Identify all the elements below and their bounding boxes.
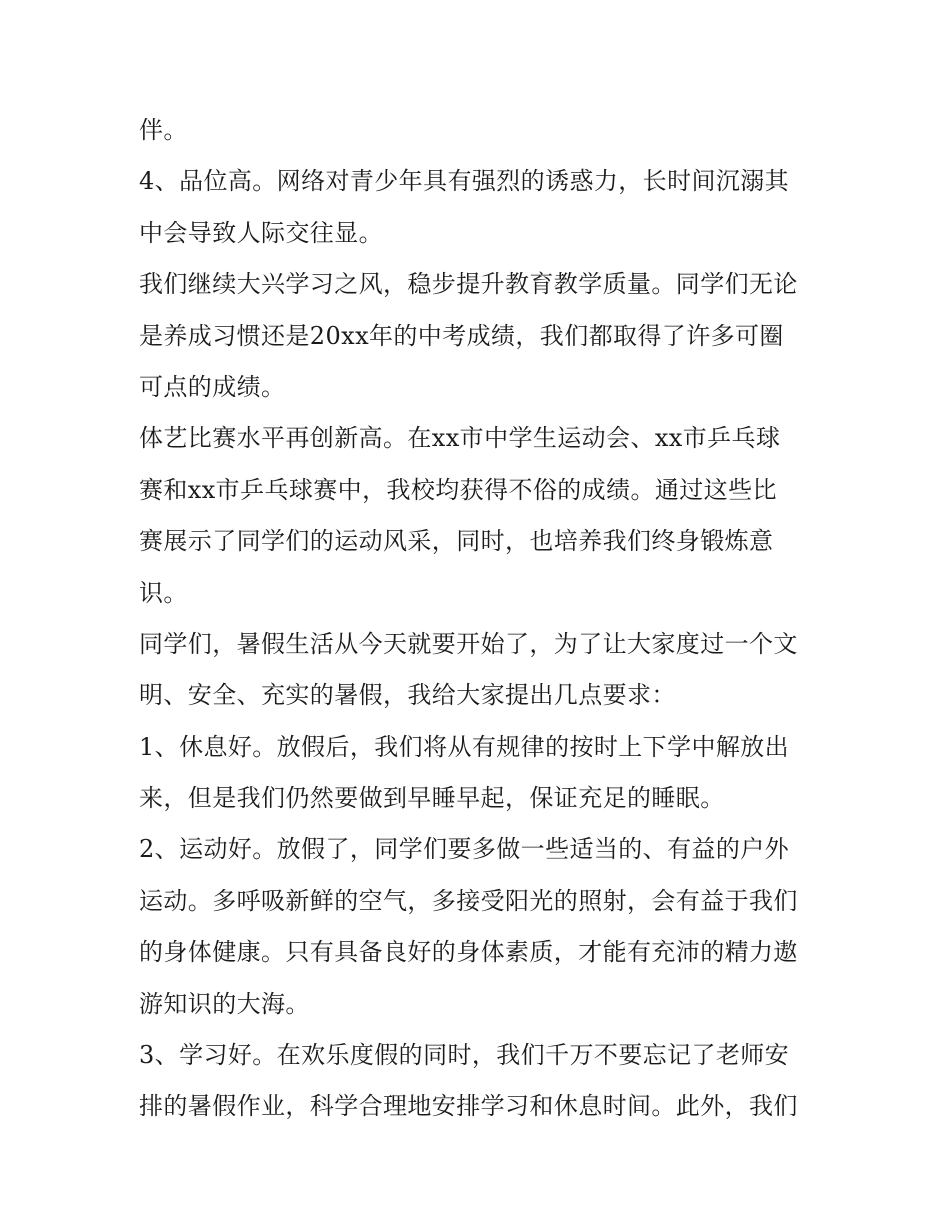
text-line: 赛和xx市乒乓球赛中，我校均获得不俗的成绩。通过这些比 (139, 475, 777, 504)
text-line: 中会导致人际交往显。 (139, 218, 383, 247)
text-line: 运动。多呼吸新鲜的空气，多接受阳光的照射，会有益于我们 (139, 886, 798, 915)
text-line: 伴。 (139, 116, 188, 144)
text-line: 体艺比赛水平再创新高。在xx市中学生运动会、xx市乒乓球 (139, 424, 781, 453)
text-line: 明、安全、充实的暑假，我给大家提出几点要求： (139, 681, 676, 710)
text-line: 是养成习惯还是20xx年的中考成绩，我们都取得了许多可圈 (139, 321, 784, 350)
text-line: 1、休息好。放假后，我们将从有规律的按时上下学中解放出 (139, 732, 790, 761)
text-line: 游知识的大海。 (139, 989, 310, 1018)
text-line: 识。 (139, 578, 188, 607)
text-line: 同学们，暑假生活从今天就要开始了，为了让大家度过一个文 (139, 629, 798, 658)
text-line: 可点的成绩。 (139, 372, 286, 401)
text-line: 4、品位高。网络对青少年具有强烈的诱惑力，长时间沉溺其 (139, 167, 790, 196)
body-text (139, 105, 819, 1133)
text-line: 2、运动好。放假了，同学们要多做一些适当的、有益的户外 (139, 835, 790, 864)
text-line: 3、学习好。在欢乐度假的同时，我们千万不要忘记了老师安 (139, 1041, 790, 1070)
text-line: 我们继续大兴学习之风，稳步提升教育教学质量。同学们无论 (139, 270, 798, 299)
text-line: 排的暑假作业，科学合理地安排学习和休息时间。此外，我们 (139, 1092, 798, 1121)
text-line: 来，但是我们仍然要做到早睡早起，保证充足的睡眠。 (139, 784, 725, 813)
text-line: 赛展示了同学们的运动风采，同时，也培养我们终身锻炼意 (139, 527, 774, 556)
text-line: 的身体健康。只有具备良好的身体素质，才能有充沛的精力遨 (139, 938, 798, 967)
